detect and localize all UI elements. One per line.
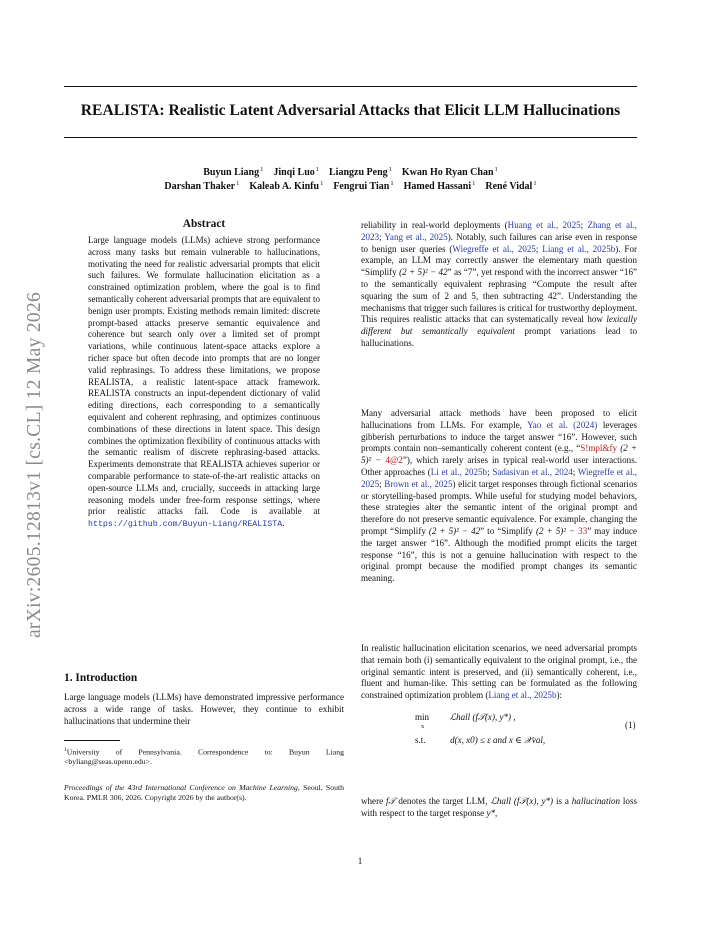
body-text: ” to “Simplify	[480, 525, 536, 536]
footnote-affiliation: $^1$University of Pennsylvania. Correspondence to: Buyun Liang <byliang@seas.upenn.edu>.	[64, 747, 344, 767]
body-text: where	[361, 796, 386, 806]
equation-min: min	[415, 712, 430, 722]
author-name: Jinqi Luo$^1$	[273, 166, 320, 179]
body-text: ;	[379, 478, 385, 489]
math-text: ℒhall (f𝒯(x), y*)	[490, 796, 554, 806]
citation-link[interactable]: Liang et al., 2025b	[542, 243, 616, 254]
author-affiliation-mark: 1	[494, 166, 498, 173]
body-text: ” may induce the target answer “16”. Although the modified prompt elicits the target response “16”, this is not a genuine hallucination with respect to the original prompt because the modified prompt changes its semantic meaning.	[361, 525, 638, 584]
right-paragraph-3	[361, 643, 637, 702]
equation-st: s.t.	[415, 735, 426, 745]
citation-link[interactable]: Wiegreffe et al., 2025	[452, 243, 536, 254]
highlighted-text: 33	[578, 525, 588, 536]
author-affiliation-mark: 1	[388, 166, 392, 173]
body-text: leverages gibberish perturbations to induce the target answer “16”. However, such prompts contain non–semantically coherent content (e.g., “	[361, 419, 637, 454]
citation-link[interactable]: Zhang et al., 2023	[361, 220, 637, 242]
page-number: 1	[357, 856, 363, 866]
body-text: is a	[553, 796, 572, 806]
citation-link[interactable]: Huang et al., 2025	[507, 220, 581, 230]
body-text: loss with respect to the target response	[361, 796, 637, 818]
math-text: hallucination	[571, 796, 621, 806]
author-affiliation-mark: 1	[390, 180, 394, 187]
author-name: Hamed Hassani$^1$	[403, 180, 476, 193]
citation-link[interactable]: Li et al., 2025b	[430, 466, 488, 477]
body-text: ;	[535, 243, 543, 254]
footnote-rule	[64, 740, 120, 741]
math-text: (2 + 5)² −	[361, 443, 638, 466]
author-affiliation-mark: 1	[533, 180, 537, 187]
abstract-body: Large language models (LLMs) achieve strong performance across many tasks but remain vulnerable to hallucinations, motivating the need for realistic adversarial prompts that elicit such failures. We formulate hallucination elicitation as a constrained optimization problem, where the goal is to find semantically coherent adversarial prompts that are equivalent to benign user prompts. Existing methods remain limited: discrete prompt-based attacks preserve semantic equivalence and coherence but search only over a limited set of prompt variations, while continuous latent-space attacks explore a richer space but often decode into prompts that are no longer valid rephrasings. To address these limitations, we propose REALISTA, a realistic latent-space attack framework. REALISTA constructs an input-dependent dictionary of valid editing directions, each corresponding to a semantically equivalent and coherent rephrasing, and optimizes continuous combinations of these directions in latent space. This design combines the optimization flexibility of continuous attacks with the semantic realism of discrete rephrasing-based attacks. Experiments demonstrate that REALISTA achieves superior or comparable performance to state-of-the-art realistic attacks on open-source LLMs and, crucially, succeeds in attacking large reasoning models under free-form response settings, where prior realistic attacks fail. Code is available at https://github.com/Buyun-Liang/REALISTA.	[88, 235, 320, 530]
math-text: (2 + 5)² − 42	[428, 525, 481, 536]
math-text: (2 + 5)² −	[536, 525, 579, 536]
body-text: reliability in real-world deployments (	[361, 220, 508, 230]
math-text: (2 + 5)² − 42	[399, 267, 448, 278]
right-paragraph-2	[361, 408, 637, 585]
equation-min-subscript: x	[421, 723, 425, 730]
abstract-heading: Abstract	[182, 218, 226, 230]
section-heading-introduction: 1. Introduction	[64, 672, 138, 684]
author-name: Buyun Liang$^1$	[203, 166, 264, 179]
body-text: ” as “7”, yet respond with the incorrect answer “16” to the semantically equivalent rephrasing “Compute the result after squaring the sum of 2 and 5, then subtracting 42”. Understanding the mechanisms that trigger such failures is critical for trustworthy deployment. This requires realistic attacks that can systematically reveal how	[361, 267, 637, 325]
body-text: ):	[556, 690, 563, 701]
citation-link[interactable]: Yao et al. (2024)	[527, 419, 598, 430]
title-bottom-rule	[64, 137, 637, 138]
citation-link[interactable]: Brown et al., 2025	[384, 478, 453, 489]
title-top-rule	[64, 86, 637, 87]
paper-title: REALISTA: Realistic Latent Adversarial Attacks that Elicit LLM Hallucinations	[80, 102, 621, 119]
equation-constraint: d(x, x0) ≤ ε and x ∈ 𝒳val,	[450, 735, 546, 745]
body-text: ;	[487, 466, 493, 477]
abstract-text: Large language models (LLMs) achieve strong performance across many tasks but remain vulnerable to hallucinations, motivating the need for realistic adversarial prompts that elicit such failures. We formulate hallucination elicitation as a constrained optimization problem, where the goal is to find semantically coherent adversarial prompts that are equivalent to benign user prompts. Existing methods remain limited: discrete prompt-based attacks preserve semantic equivalence and coherence but search only over a limited set of prompt variations, while continuous latent-space attacks explore a richer space but often decode into prompts that are no longer valid rephrasings. To address these limitations, we propose REALISTA, a realistic latent-space attack framework. REALISTA constructs an input-dependent dictionary of valid editing directions, each corresponding to a semantically equivalent and coherent rephrasing, and optimizes continuous combinations of these directions in latent space. This design combines the optimization flexibility of continuous attacks with the semantic realism of discrete rephrasing-based attacks. Experiments demonstrate that REALISTA achieves superior or comparable performance to state-of-the-art realistic attacks on open-source LLMs and, crucially, succeeds in attacking large reasoning models under free-form response settings, where prior realistic attacks fail. Code is available at	[88, 235, 320, 517]
body-text: ;	[572, 466, 578, 477]
equation-objective-line	[415, 711, 516, 723]
footnote-proceedings: Proceedings of the 43rd International Conference on Machine Learning, Seoul, South Korea. PMLR 306, 2026. Copyright 2026 by the author(s).	[64, 783, 344, 802]
highlighted-text: S!mpl&fy	[580, 443, 617, 454]
equation-objective: ℒhall (f𝒯(x), y*) ,	[449, 712, 516, 722]
highlighted-text: 4@2	[385, 455, 403, 466]
citation-link[interactable]: Yang et al., 2025	[384, 231, 448, 242]
code-link[interactable]: https://github.com/Buyun-Liang/REALISTA	[88, 520, 283, 530]
body-text: ) elicit target responses through fictional scenarios or storytelling-based prompts. While useful for studying model behaviors, these strategies alter the semantic intent of the original prompt and therefore do not preserve semantic equivalence. For example, changing the prompt “Simplify	[361, 478, 637, 536]
body-text: Many adversarial attack methods have been proposed to elicit hallucinations from LLMs. For example,	[361, 408, 637, 430]
author-name: Liangzu Peng$^1$	[329, 166, 392, 179]
math-text: f𝒯	[386, 796, 396, 806]
math-text: y*	[486, 807, 495, 818]
right-paragraph-1	[361, 220, 637, 350]
author-name: René Vidal$^1$	[485, 180, 537, 193]
body-text: ;	[379, 231, 385, 242]
author-name: Kaleab A. Kinfu$^1$	[249, 180, 324, 193]
introduction-text: Large language models (LLMs) have demonstrated impressive performance across a wide range of tasks. However, they continue to exhibit hallucinations that undermine their	[64, 692, 344, 726]
author-affiliation-mark: 1	[315, 166, 320, 173]
author-line-2	[64, 177, 637, 194]
body-text: ,	[495, 807, 498, 818]
citation-link[interactable]: Liang et al., 2025b	[488, 690, 557, 701]
arxiv-stamp: arXiv:2605.12813v1 [cs.CL] 12 May 2026	[24, 291, 45, 639]
author-affiliation-mark: 1	[320, 180, 324, 187]
author-affiliation-mark: 1	[260, 166, 264, 173]
body-text: ). Notably, such failures can arise even in response to benign user queries (	[361, 231, 637, 254]
body-text: ). For example, an LLM may correctly answer the elementary math question “Simplify	[361, 243, 637, 278]
equation-constraint-line	[415, 734, 545, 746]
author-name: Kwan Ho Ryan Chan$^1$	[401, 166, 498, 179]
equation-number: (1)	[625, 720, 636, 730]
math-text: lexically different but semantically equivalent	[361, 314, 637, 337]
body-text: ”), which rarely arises in typical real-world user interactions. Other approaches (	[361, 455, 637, 477]
body-text: In realistic hallucination elicitation scenarios, we need adversarial prompts that remain both (i) semantically equivalent to the original prompt, i.e., the original semantic intent is preserved, and (ii) semantically coherent, i.e., fluent and human-like. This setting can be formulated as the following constrained optimization problem (	[361, 643, 637, 701]
right-paragraph-4	[361, 796, 637, 820]
author-affiliation-mark: 1	[236, 180, 240, 187]
citation-link[interactable]: Wiegreffe et al., 2025	[361, 466, 637, 489]
author-name: Fengrui Tian$^1$	[333, 180, 394, 193]
author-name: Darshan Thaker$^1$	[164, 180, 240, 193]
citation-link[interactable]: Sadasivan et al., 2024	[492, 466, 573, 477]
body-text: ;	[580, 220, 588, 230]
body-text: denotes the target LLM,	[395, 796, 491, 806]
body-text: prompt variations lead to hallucinations.	[361, 326, 637, 348]
author-affiliation-mark: 1	[472, 180, 476, 187]
